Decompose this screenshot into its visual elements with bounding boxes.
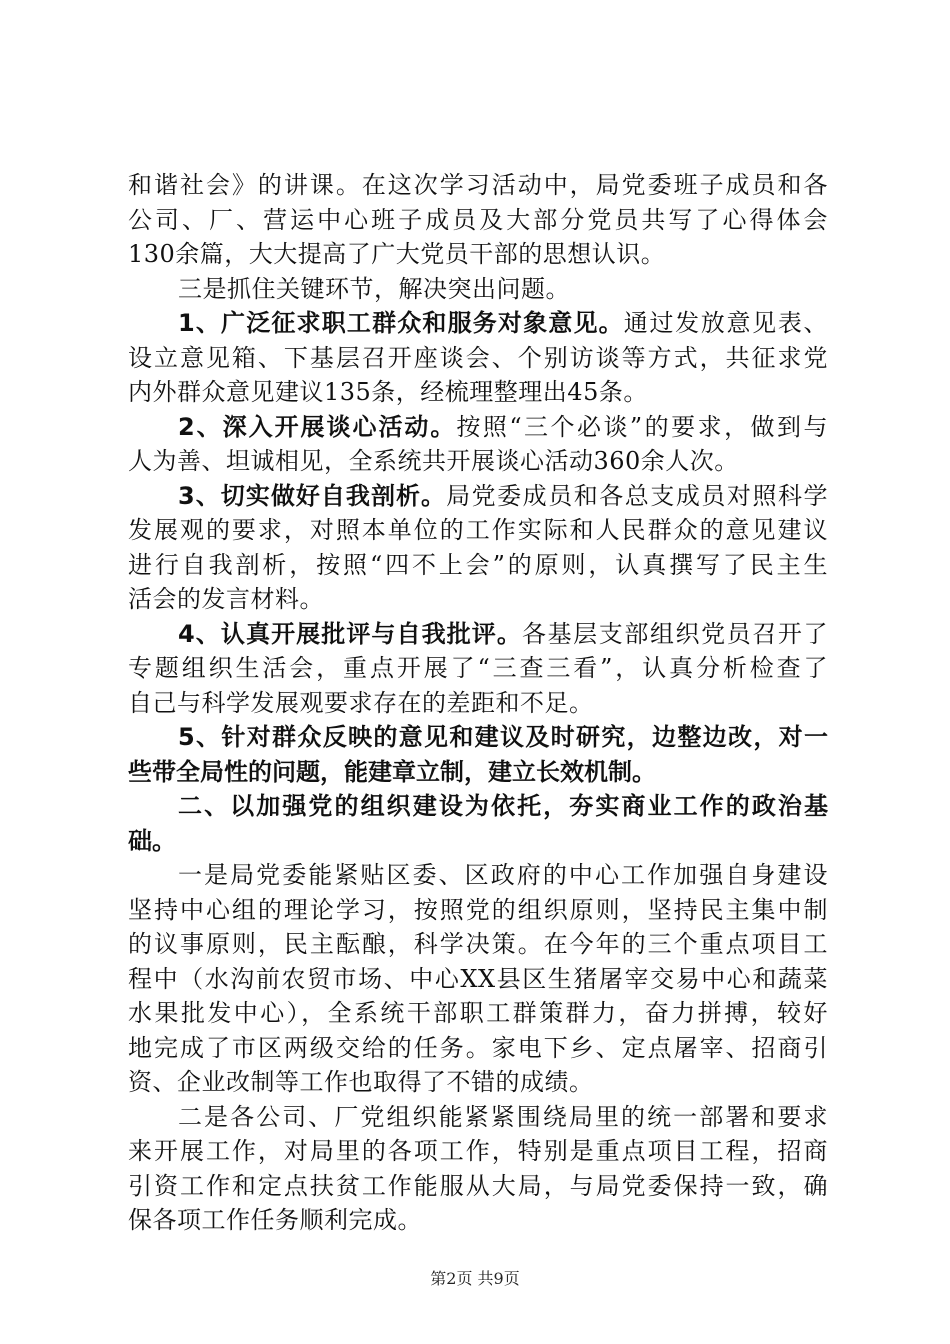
text-line: 一是局党委能紧贴区委、区政府的中心工作加强自身建设	[178, 861, 828, 889]
text-line: 二、以加强党的组织建设为依托，夯实商业工作的政治基	[178, 792, 828, 820]
text-line: 130余篇，大大提高了广大党员干部的思想认识。	[128, 240, 666, 268]
page-number-footer: 第2页 共9页	[430, 1269, 520, 1288]
text-line: 2、深入开展谈心活动。按照“三个必谈”的要求，做到与	[178, 412, 828, 441]
text-line: 公司、厂、营运中心班子成员及大部分党员共写了心得体会	[128, 205, 828, 234]
text-line: 4、认真开展批评与自我批评。各基层支部组织党员召开了	[178, 619, 829, 648]
text-line: 三是抓住关键环节，解决突出问题。	[178, 274, 570, 303]
text-line: 来开展工作，对局里的各项工作，特别是重点项目工程，招商	[128, 1137, 828, 1165]
text-line: 进行自我剖析，按照“四不上会”的原则，认真撰写了民主生	[128, 550, 828, 579]
paragraph-point-two	[128, 1100, 828, 1238]
item-lead: 3、切实做好自我剖析。	[178, 481, 447, 510]
text-line: 资、企业改制等工作也取得了不错的成绩。	[128, 1068, 594, 1096]
paragraph-item-3	[128, 479, 828, 617]
paragraph-item-1	[128, 306, 828, 410]
text-line: 发展观的要求，对照本单位的工作实际和人民群众的意见建议	[128, 516, 828, 544]
paragraph-item-4	[128, 617, 828, 721]
text-line: 5、针对群众反映的意见和建议及时研究，边整边改，对一	[178, 723, 828, 751]
text-line: 的议事原则，民主酝酿，科学决策。在今年的三个重点项目工	[128, 930, 828, 958]
text-line: 活会的发言材料。	[128, 585, 324, 613]
paragraph-item-2	[128, 410, 828, 479]
text-line: 1、广泛征求职工群众和服务对象意见。通过发放意见表、	[178, 309, 828, 337]
text-line: 保各项工作任务顺利完成。	[128, 1206, 422, 1234]
paragraph-heading-three	[128, 272, 828, 307]
text-line: 些带全局性的问题，能建章立制，建立长效机制。	[128, 757, 656, 786]
section-heading	[128, 789, 828, 858]
text-line: 自己与科学发展观要求存在的差距和不足。	[128, 688, 594, 717]
text-line: 二是各公司、厂党组织能紧紧围绕局里的统一部署和要求	[178, 1102, 828, 1131]
text-line: 专题组织生活会，重点开展了“三查三看”，认真分析检查了	[128, 654, 828, 682]
text-line: 3、切实做好自我剖析。局党委成员和各总支成员对照科学	[178, 481, 829, 510]
paragraph-point-one	[128, 858, 828, 1100]
item-lead: 1、广泛征求职工群众和服务对象意见。	[178, 309, 624, 337]
text-line: 引资工作和定点扶贫工作能服从大局，与局党委保持一致，确	[128, 1171, 828, 1200]
item-lead: 2、深入开展谈心活动。	[178, 412, 457, 441]
text-line: 设立意见箱、下基层召开座谈会、个别访谈等方式，共征求党	[128, 343, 828, 372]
text-line: 水果批发中心），全系统干部职工群策群力，奋力拼搏，较好	[128, 999, 828, 1027]
text-line: 程中（水沟前农贸市场、中心XX县区生猪屠宰交易中心和蔬菜	[128, 964, 828, 993]
paragraph-continuation	[128, 168, 828, 272]
document-body	[128, 168, 828, 1238]
text-line: 人为善、坦诚相见，全系统共开展谈心活动360余人次。	[128, 447, 739, 475]
text-line: 础。	[128, 826, 176, 855]
text-line: 和谐社会》的讲课。在这次学习活动中，局党委班子成员和各	[128, 171, 828, 199]
item-lead: 4、认真开展批评与自我批评。	[178, 619, 522, 648]
paragraph-item-5	[128, 720, 828, 789]
text-line: 内外群众意见建议135条，经梳理整理出45条。	[128, 378, 648, 406]
text-line: 地完成了市区两级交给的任务。家电下乡、定点屠宰、招商引	[128, 1033, 828, 1062]
text-line: 坚持中心组的理论学习，按照党的组织原则，坚持民主集中制	[128, 895, 828, 924]
